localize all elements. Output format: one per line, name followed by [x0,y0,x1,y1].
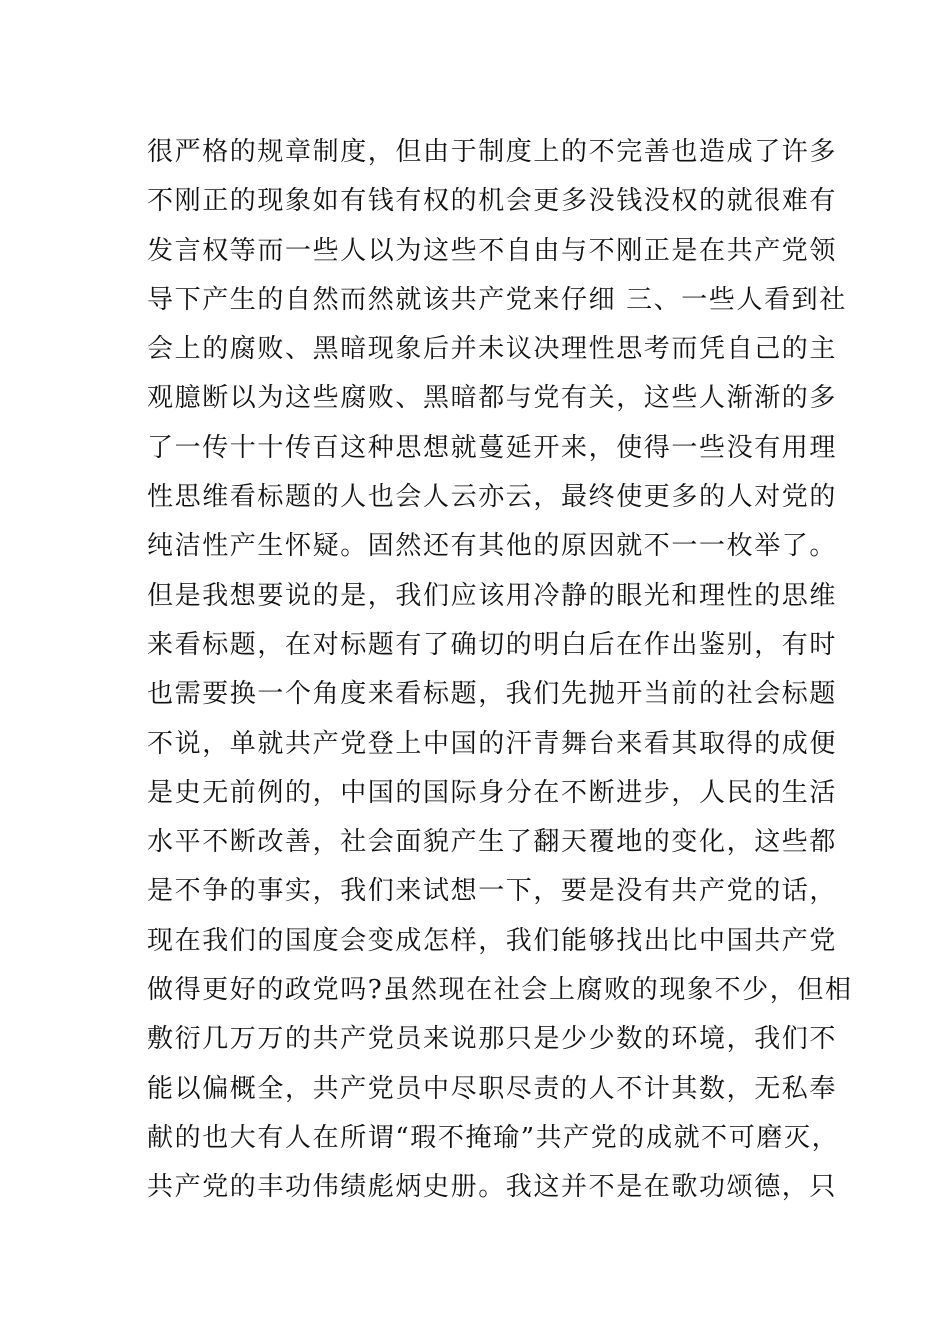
text-line: 会上的腐败、黑暗现象后并未议决理性思考而凭自己的主 [147,334,838,365]
text-line: 来看标题，在对标题有了确切的明白后在作出鉴别，有时 [147,629,838,660]
text-line: 做得更好的政党吗?虽然现在社会上腐败的现象不少，但相 [147,975,853,1006]
text-line: 不刚正的现象如有钱有权的机会更多没钱没权的就很难有 [147,186,838,217]
text-line: 现在我们的国度会变成怎样，我们能够找出比中国共产党 [147,925,838,956]
text-line: 发言权等而一些人以为这些不自由与不刚正是在共产党领 [147,235,838,266]
text-line: 但是我想要说的是，我们应该用冷静的眼光和理性的思维 [147,580,838,611]
text-line: 导下产生的自然而然就该共产党来仔细 三、一些人看到社 [147,284,847,315]
text-line: 也需要换一个角度来看标题，我们先抛开当前的社会标题 [147,679,838,710]
text-line: 观臆断以为这些腐败、黑暗都与党有关，这些人渐渐的多 [147,383,838,414]
text-line: 性思维看标题的人也会人云亦云，最终使更多的人对党的 [147,482,838,513]
text-line: 很严格的规章制度，但由于制度上的不完善也造成了许多 [147,137,838,167]
text-line: 是不争的事实，我们来试想一下，要是没有共产党的话， [147,876,838,907]
text-line: 献的也大有人在所谓“瑕不掩瑜”共产党的成就不可磨灭， [147,1122,840,1153]
text-line: 水平不断改善，社会面貌产生了翻天覆地的变化，这些都 [147,827,838,858]
text-line: 是史无前例的，中国的国际身分在不断进步，人民的生活 [147,777,838,808]
text-line: 敷衍几万万的共产党员来说那只是少少数的环境，我们不 [147,1024,838,1055]
body-text [147,128,853,1213]
text-line: 了一传十十传百这种思想就蔓延开来，使得一些没有用理 [147,432,838,463]
text-line: 共产党的丰功伟绩彪炳史册。我这并不是在歌功颂德，只 [147,1172,838,1203]
text-line: 纯洁性产生怀疑。固然还有其他的原因就不一一枚举了。 [147,531,838,562]
text-line: 能以偏概全，共产党员中尽职尽责的人不计其数，无私奉 [147,1073,838,1104]
text-line: 不说，单就共产党登上中国的汗青舞台来看其取得的成便 [147,728,838,759]
